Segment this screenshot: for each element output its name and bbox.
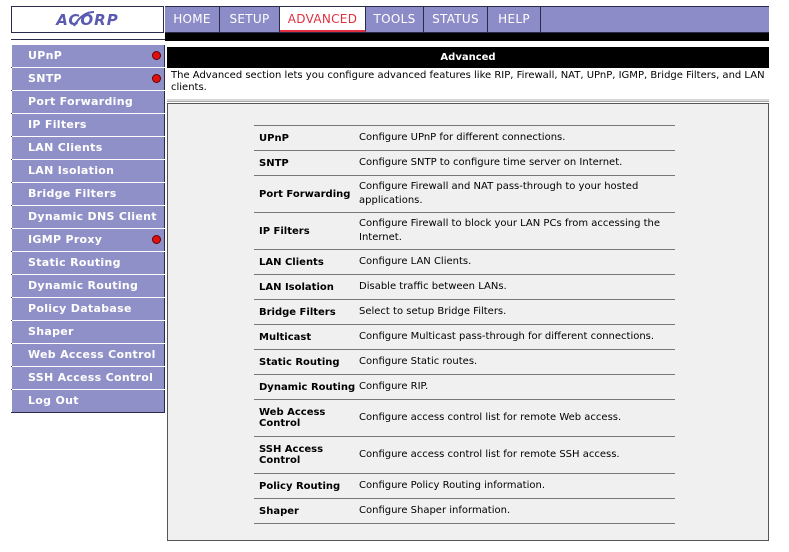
sidebar-item-label: IGMP Proxy	[28, 233, 103, 246]
table-row	[254, 250, 675, 275]
intro-text: The Advanced section lets you configure advanced features like RIP, Firewall, NAT, UPnP, IGMP, Bridge Filters, and LAN clients.	[171, 70, 765, 93]
sidebar-item-label: Bridge Filters	[28, 187, 117, 200]
table-row	[254, 474, 675, 499]
page-title: Advanced	[167, 47, 769, 68]
sidebar-item-port-forwarding[interactable]	[11, 91, 165, 113]
tab-setup[interactable]: SETUP	[220, 7, 280, 32]
sidebar-item-shaper[interactable]	[11, 321, 165, 343]
logo-text: ACORP	[56, 11, 119, 29]
feature-name: LAN Clients	[259, 256, 324, 268]
feature-desc: Configure SNTP to configure time server on Internet.	[359, 157, 623, 168]
feature-desc: Configure Multicast pass-through for different connections.	[359, 331, 655, 342]
feature-desc: Configure access control list for remote Web access.	[359, 412, 622, 423]
intro-divider	[167, 99, 769, 102]
sidebar-item-label: Port Forwarding	[28, 95, 134, 108]
sidebar-item-label: LAN Isolation	[28, 164, 115, 177]
sidebar-item-bridge-filters[interactable]	[11, 183, 165, 205]
table-row	[254, 151, 675, 176]
feature-desc: Select to setup Bridge Filters.	[359, 306, 507, 317]
top-nav	[165, 6, 769, 33]
tab-home[interactable]: HOME	[165, 7, 220, 32]
sidebar-item-upnp[interactable]	[11, 45, 165, 67]
feature-name: Web Access Control	[259, 407, 326, 429]
nav-divider	[165, 33, 769, 41]
feature-name: LAN Isolation	[259, 281, 334, 293]
feature-desc: Configure Static routes.	[359, 356, 478, 367]
tab-status[interactable]: STATUS	[424, 7, 488, 32]
feature-desc: Disable traffic between LANs.	[359, 281, 507, 292]
sidebar-item-label: Shaper	[28, 325, 74, 338]
table-row	[254, 275, 675, 300]
feature-desc: Configure UPnP for different connections.	[359, 132, 566, 143]
sidebar-item-label: Log Out	[28, 394, 79, 407]
sidebar-item-label: SSH Access Control	[28, 371, 154, 384]
feature-name: Dynamic Routing	[259, 381, 356, 393]
sidebar-bottom-border	[11, 412, 165, 413]
feature-desc: Configure Shaper information.	[359, 505, 511, 516]
sidebar-item-web-access-control[interactable]	[11, 344, 165, 366]
table-row	[254, 499, 675, 524]
sidebar-item-label: UPnP	[28, 49, 63, 62]
sidebar-item-policy-database[interactable]	[11, 298, 165, 320]
table-row	[254, 300, 675, 325]
sidebar-item-ip-filters[interactable]	[11, 114, 165, 136]
table-row	[254, 176, 675, 213]
tab-tools[interactable]: TOOLS	[366, 7, 424, 32]
sidebar	[11, 45, 165, 413]
table-row	[254, 325, 675, 350]
status-dot-icon	[152, 74, 161, 83]
feature-name: Bridge Filters	[259, 306, 336, 318]
sidebar-item-igmp-proxy[interactable]	[11, 229, 165, 251]
sidebar-item-sntp[interactable]	[11, 68, 165, 90]
feature-name: SSH Access Control	[259, 444, 324, 466]
feature-desc: Configure RIP.	[359, 381, 429, 392]
feature-desc: Configure Firewall and NAT pass-through to your hosted applications.	[359, 181, 639, 206]
sidebar-item-label: LAN Clients	[28, 141, 103, 154]
feature-table	[254, 125, 675, 524]
table-row	[254, 375, 675, 400]
feature-desc: Configure access control list for remote SSH access.	[359, 449, 620, 460]
feature-desc: Configure Firewall to block your LAN PCs from accessing the Internet.	[359, 218, 661, 243]
logo	[11, 6, 164, 33]
feature-name: Shaper	[259, 505, 299, 517]
sidebar-top-line	[11, 39, 165, 40]
sidebar-item-label: SNTP	[28, 72, 62, 85]
feature-name: SNTP	[259, 157, 289, 169]
sidebar-item-dynamic-dns-client[interactable]	[11, 206, 165, 228]
feature-name: Multicast	[259, 331, 312, 343]
sidebar-item-label: Web Access Control	[28, 348, 156, 361]
table-row	[254, 437, 675, 474]
table-row	[254, 126, 675, 151]
sidebar-item-label: Dynamic DNS Client	[28, 210, 157, 223]
feature-desc: Configure Policy Routing information.	[359, 480, 546, 491]
feature-name: IP Filters	[259, 225, 310, 237]
sidebar-item-lan-clients[interactable]	[11, 137, 165, 159]
feature-name: UPnP	[259, 132, 289, 144]
table-row	[254, 400, 675, 437]
sidebar-item-label: Dynamic Routing	[28, 279, 139, 292]
feature-desc: Configure LAN Clients.	[359, 256, 472, 267]
sidebar-item-ssh-access-control[interactable]	[11, 367, 165, 389]
table-row	[254, 350, 675, 375]
tab-help[interactable]: HELP	[488, 7, 541, 32]
sidebar-item-log-out[interactable]	[11, 390, 165, 412]
sidebar-item-label: IP Filters	[28, 118, 87, 131]
status-dot-icon	[152, 51, 161, 60]
sidebar-item-lan-isolation[interactable]	[11, 160, 165, 182]
sidebar-item-dynamic-routing[interactable]	[11, 275, 165, 297]
feature-name: Static Routing	[259, 356, 340, 368]
sidebar-item-label: Policy Database	[28, 302, 132, 315]
status-dot-icon	[152, 235, 161, 244]
sidebar-item-label: Static Routing	[28, 256, 121, 269]
sidebar-item-static-routing[interactable]	[11, 252, 165, 274]
table-row	[254, 213, 675, 250]
tab-advanced[interactable]: ADVANCED	[280, 7, 366, 32]
feature-name: Policy Routing	[259, 480, 341, 492]
feature-name: Port Forwarding	[259, 188, 351, 200]
